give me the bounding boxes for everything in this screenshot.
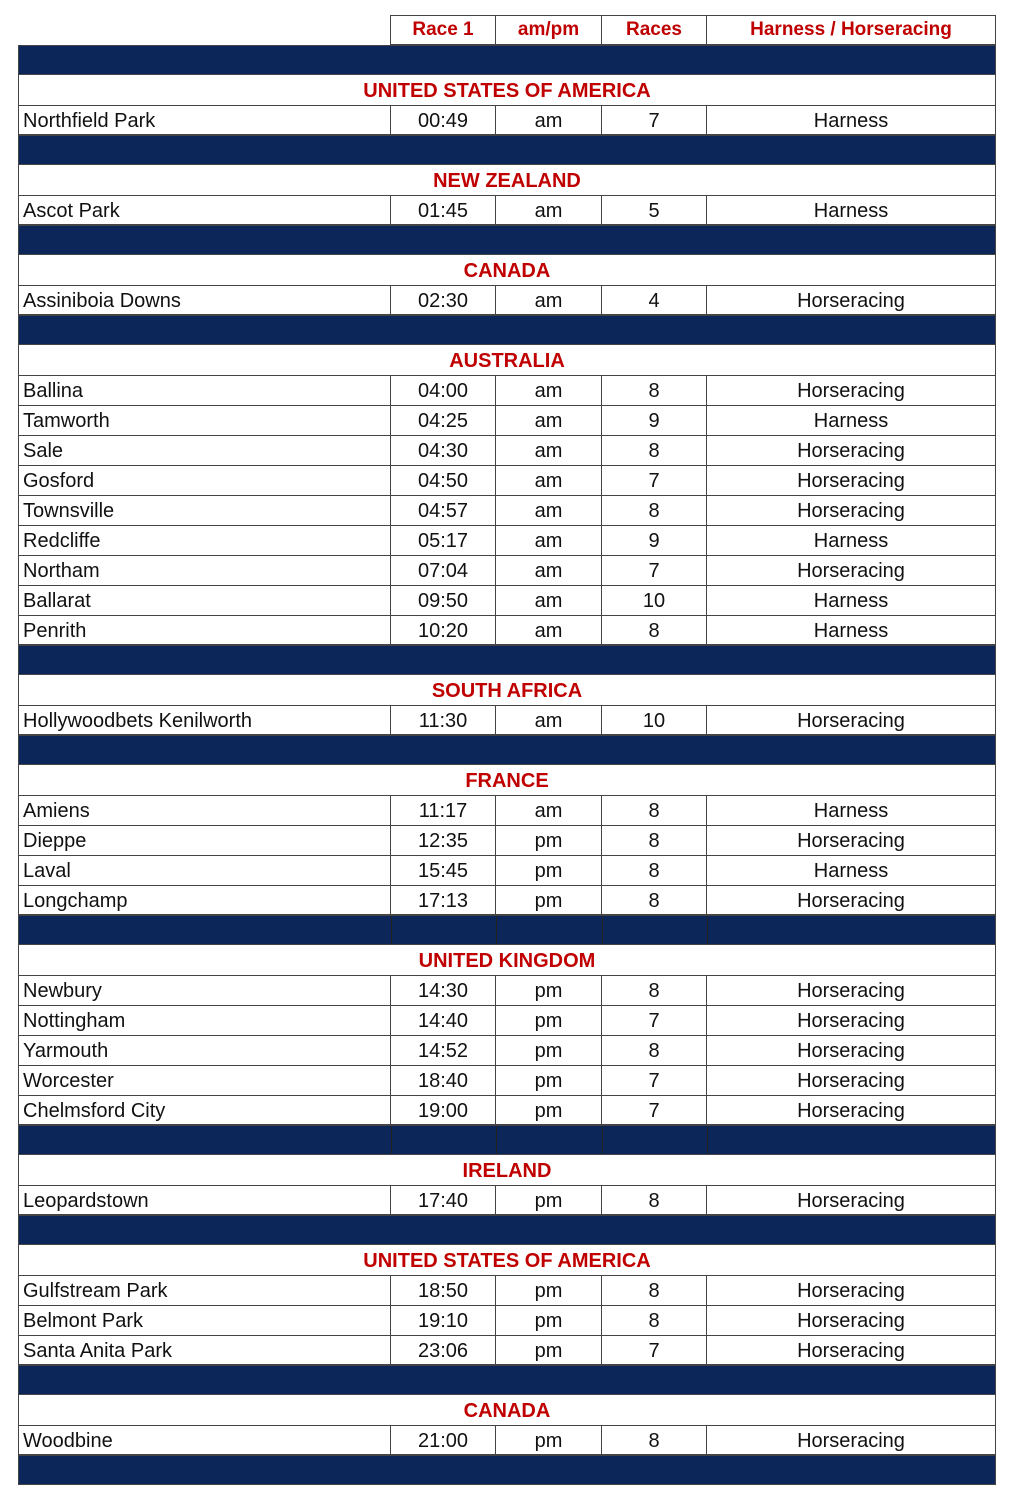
- race1-time-cell: 04:25: [390, 405, 495, 435]
- band-column-line: [391, 1126, 392, 1154]
- ampm-cell: am: [495, 195, 601, 225]
- ampm-cell: pm: [495, 1185, 601, 1215]
- country-heading: AUSTRALIA: [18, 345, 996, 375]
- ampm-cell: am: [495, 795, 601, 825]
- races-count-cell: 8: [601, 855, 706, 885]
- table-row: [18, 465, 996, 495]
- ampm-cell: pm: [495, 1035, 601, 1065]
- ampm-cell: am: [495, 105, 601, 135]
- ampm-cell: pm: [495, 975, 601, 1005]
- venue-cell: Penrith: [18, 615, 390, 645]
- table-row: [18, 1425, 996, 1455]
- table-row: [18, 1185, 996, 1215]
- table-row: [18, 885, 996, 915]
- race-type-cell: Horseracing: [706, 285, 996, 315]
- table-body: [18, 45, 996, 1485]
- races-count-cell: 8: [601, 1425, 706, 1455]
- venue-cell: Northam: [18, 555, 390, 585]
- country-heading: CANADA: [18, 1395, 996, 1425]
- ampm-cell: pm: [495, 1275, 601, 1305]
- races-count-cell: 8: [601, 1035, 706, 1065]
- race1-time-cell: 04:00: [390, 375, 495, 405]
- venue-cell: Belmont Park: [18, 1305, 390, 1335]
- races-count-cell: 9: [601, 405, 706, 435]
- race-type-cell: Horseracing: [706, 1335, 996, 1365]
- race-type-cell: Horseracing: [706, 1035, 996, 1065]
- band-column-line: [496, 1126, 497, 1154]
- race-type-cell: Harness: [706, 855, 996, 885]
- venue-cell: Ballarat: [18, 585, 390, 615]
- races-count-cell: 8: [601, 615, 706, 645]
- race1-time-cell: 04:50: [390, 465, 495, 495]
- races-count-cell: 7: [601, 105, 706, 135]
- section-divider-band: [18, 1215, 996, 1245]
- table-row: [18, 375, 996, 405]
- races-count-cell: 8: [601, 975, 706, 1005]
- table-row: [18, 1005, 996, 1035]
- venue-cell: Dieppe: [18, 825, 390, 855]
- races-count-cell: 8: [601, 375, 706, 405]
- table-row: [18, 105, 996, 135]
- races-count-cell: 7: [601, 465, 706, 495]
- table-row: [18, 855, 996, 885]
- race-type-cell: Harness: [706, 795, 996, 825]
- race1-time-cell: 17:13: [390, 885, 495, 915]
- race1-time-cell: 15:45: [390, 855, 495, 885]
- country-heading: SOUTH AFRICA: [18, 675, 996, 705]
- ampm-cell: am: [495, 555, 601, 585]
- venue-cell: Ballina: [18, 375, 390, 405]
- ampm-cell: pm: [495, 1005, 601, 1035]
- venue-cell: Chelmsford City: [18, 1095, 390, 1125]
- header-type: Harness / Horseracing: [706, 15, 996, 45]
- section-divider-band: [18, 645, 996, 675]
- band-column-line: [707, 1126, 708, 1154]
- ampm-cell: pm: [495, 1425, 601, 1455]
- race1-time-cell: 09:50: [390, 585, 495, 615]
- ampm-cell: pm: [495, 1065, 601, 1095]
- races-count-cell: 8: [601, 885, 706, 915]
- races-count-cell: 10: [601, 585, 706, 615]
- races-count-cell: 8: [601, 825, 706, 855]
- race-type-cell: Harness: [706, 585, 996, 615]
- race-type-cell: Horseracing: [706, 705, 996, 735]
- race-type-cell: Horseracing: [706, 1095, 996, 1125]
- race1-time-cell: 07:04: [390, 555, 495, 585]
- races-count-cell: 7: [601, 555, 706, 585]
- header-races: Races: [601, 15, 706, 45]
- table-row: [18, 1095, 996, 1125]
- table-row: [18, 405, 996, 435]
- race1-time-cell: 11:17: [390, 795, 495, 825]
- venue-cell: Townsville: [18, 495, 390, 525]
- header-row: [18, 15, 996, 45]
- header-race1: Race 1: [390, 15, 495, 45]
- venue-cell: Gulfstream Park: [18, 1275, 390, 1305]
- venue-cell: Sale: [18, 435, 390, 465]
- venue-cell: Ascot Park: [18, 195, 390, 225]
- venue-cell: Yarmouth: [18, 1035, 390, 1065]
- band-column-line: [391, 916, 392, 944]
- venue-cell: Tamworth: [18, 405, 390, 435]
- country-heading: FRANCE: [18, 765, 996, 795]
- ampm-cell: am: [495, 405, 601, 435]
- race1-time-cell: 01:45: [390, 195, 495, 225]
- race1-time-cell: 04:30: [390, 435, 495, 465]
- races-count-cell: 7: [601, 1065, 706, 1095]
- race1-time-cell: 23:06: [390, 1335, 495, 1365]
- venue-cell: Longchamp: [18, 885, 390, 915]
- section-divider-band: [18, 915, 996, 945]
- race1-time-cell: 05:17: [390, 525, 495, 555]
- country-heading: UNITED STATES OF AMERICA: [18, 1245, 996, 1275]
- venue-cell: Gosford: [18, 465, 390, 495]
- venue-cell: Leopardstown: [18, 1185, 390, 1215]
- section-divider-band: [18, 735, 996, 765]
- section-divider-band: [18, 45, 996, 75]
- races-count-cell: 5: [601, 195, 706, 225]
- table-row: [18, 1275, 996, 1305]
- races-count-cell: 8: [601, 1305, 706, 1335]
- country-heading: CANADA: [18, 255, 996, 285]
- table-row: [18, 285, 996, 315]
- ampm-cell: am: [495, 465, 601, 495]
- race1-time-cell: 21:00: [390, 1425, 495, 1455]
- race1-time-cell: 11:30: [390, 705, 495, 735]
- race-type-cell: Horseracing: [706, 1275, 996, 1305]
- table-row: [18, 825, 996, 855]
- ampm-cell: pm: [495, 885, 601, 915]
- race1-time-cell: 14:30: [390, 975, 495, 1005]
- venue-cell: Santa Anita Park: [18, 1335, 390, 1365]
- country-heading: NEW ZEALAND: [18, 165, 996, 195]
- races-count-cell: 7: [601, 1335, 706, 1365]
- races-count-cell: 7: [601, 1005, 706, 1035]
- races-count-cell: 8: [601, 435, 706, 465]
- race1-time-cell: 04:57: [390, 495, 495, 525]
- race-type-cell: Horseracing: [706, 1425, 996, 1455]
- band-column-line: [602, 916, 603, 944]
- race1-time-cell: 18:50: [390, 1275, 495, 1305]
- table-row: [18, 555, 996, 585]
- race-type-cell: Harness: [706, 615, 996, 645]
- venue-cell: Woodbine: [18, 1425, 390, 1455]
- race-type-cell: Horseracing: [706, 465, 996, 495]
- table-row: [18, 435, 996, 465]
- section-divider-band: [18, 1455, 996, 1485]
- table-row: [18, 615, 996, 645]
- venue-cell: Northfield Park: [18, 105, 390, 135]
- ampm-cell: am: [495, 495, 601, 525]
- race1-time-cell: 18:40: [390, 1065, 495, 1095]
- races-count-cell: 4: [601, 285, 706, 315]
- race-type-cell: Horseracing: [706, 975, 996, 1005]
- ampm-cell: pm: [495, 825, 601, 855]
- table-row: [18, 1305, 996, 1335]
- venue-cell: Worcester: [18, 1065, 390, 1095]
- table-row: [18, 1065, 996, 1095]
- venue-cell: Newbury: [18, 975, 390, 1005]
- venue-cell: Amiens: [18, 795, 390, 825]
- table-row: [18, 705, 996, 735]
- venue-cell: Hollywoodbets Kenilworth: [18, 705, 390, 735]
- ampm-cell: pm: [495, 1335, 601, 1365]
- venue-cell: Laval: [18, 855, 390, 885]
- band-column-line: [602, 1126, 603, 1154]
- table-row: [18, 1035, 996, 1065]
- race-type-cell: Horseracing: [706, 375, 996, 405]
- ampm-cell: pm: [495, 1095, 601, 1125]
- race1-time-cell: 19:00: [390, 1095, 495, 1125]
- table-row: [18, 975, 996, 1005]
- races-count-cell: 7: [601, 1095, 706, 1125]
- section-divider-band: [18, 1125, 996, 1155]
- table-row: [18, 525, 996, 555]
- race1-time-cell: 17:40: [390, 1185, 495, 1215]
- races-count-cell: 8: [601, 495, 706, 525]
- ampm-cell: am: [495, 285, 601, 315]
- races-count-cell: 10: [601, 705, 706, 735]
- ampm-cell: am: [495, 585, 601, 615]
- race1-time-cell: 00:49: [390, 105, 495, 135]
- band-column-line: [496, 916, 497, 944]
- ampm-cell: am: [495, 375, 601, 405]
- races-count-cell: 8: [601, 795, 706, 825]
- country-heading: IRELAND: [18, 1155, 996, 1185]
- races-count-cell: 8: [601, 1275, 706, 1305]
- race1-time-cell: 02:30: [390, 285, 495, 315]
- race-schedule-table: [18, 15, 996, 1485]
- race-type-cell: Harness: [706, 405, 996, 435]
- ampm-cell: pm: [495, 1305, 601, 1335]
- ampm-cell: am: [495, 525, 601, 555]
- race-type-cell: Horseracing: [706, 825, 996, 855]
- section-divider-band: [18, 225, 996, 255]
- race-type-cell: Harness: [706, 105, 996, 135]
- race1-time-cell: 14:52: [390, 1035, 495, 1065]
- country-heading: UNITED KINGDOM: [18, 945, 996, 975]
- section-divider-band: [18, 315, 996, 345]
- race-type-cell: Harness: [706, 525, 996, 555]
- country-heading: UNITED STATES OF AMERICA: [18, 75, 996, 105]
- race1-time-cell: 14:40: [390, 1005, 495, 1035]
- race-type-cell: Horseracing: [706, 1305, 996, 1335]
- venue-cell: Nottingham: [18, 1005, 390, 1035]
- race1-time-cell: 10:20: [390, 615, 495, 645]
- band-column-line: [707, 916, 708, 944]
- race-type-cell: Horseracing: [706, 495, 996, 525]
- race-type-cell: Horseracing: [706, 435, 996, 465]
- race-type-cell: Horseracing: [706, 1005, 996, 1035]
- ampm-cell: am: [495, 705, 601, 735]
- table-row: [18, 495, 996, 525]
- table-row: [18, 795, 996, 825]
- table-row: [18, 1335, 996, 1365]
- ampm-cell: pm: [495, 855, 601, 885]
- header-ampm: am/pm: [495, 15, 601, 45]
- venue-cell: Assiniboia Downs: [18, 285, 390, 315]
- race1-time-cell: 12:35: [390, 825, 495, 855]
- race-type-cell: Horseracing: [706, 1065, 996, 1095]
- race-type-cell: Horseracing: [706, 1185, 996, 1215]
- race-type-cell: Horseracing: [706, 885, 996, 915]
- venue-cell: Redcliffe: [18, 525, 390, 555]
- section-divider-band: [18, 135, 996, 165]
- race1-time-cell: 19:10: [390, 1305, 495, 1335]
- races-count-cell: 8: [601, 1185, 706, 1215]
- races-count-cell: 9: [601, 525, 706, 555]
- section-divider-band: [18, 1365, 996, 1395]
- race-type-cell: Harness: [706, 195, 996, 225]
- race-type-cell: Horseracing: [706, 555, 996, 585]
- table-row: [18, 585, 996, 615]
- table-row: [18, 195, 996, 225]
- ampm-cell: am: [495, 435, 601, 465]
- ampm-cell: am: [495, 615, 601, 645]
